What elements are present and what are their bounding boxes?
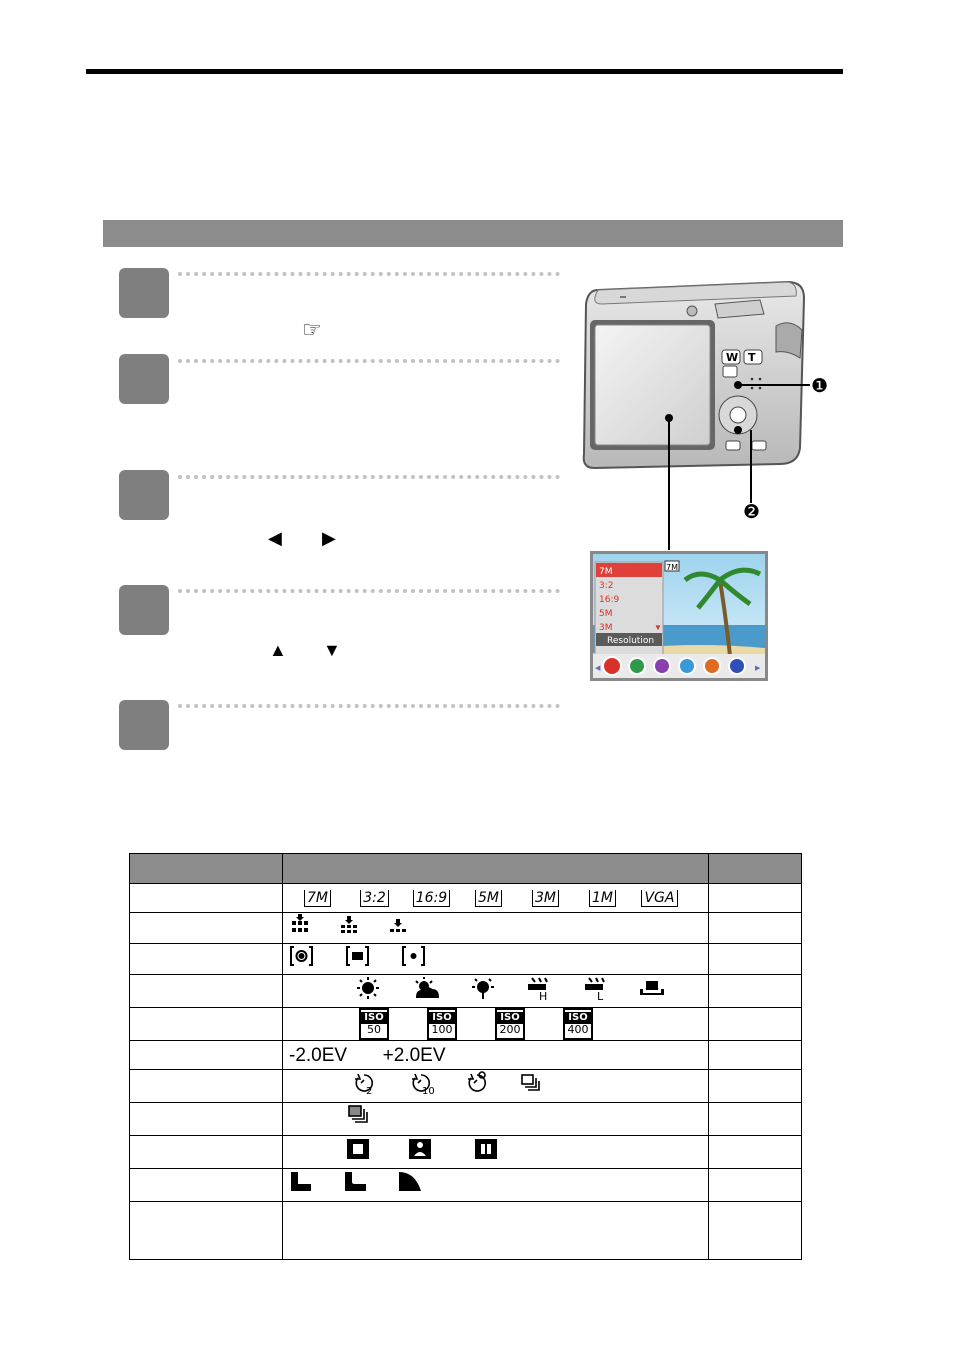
table-row-sharpness bbox=[130, 1169, 802, 1202]
wb-daylight-icon bbox=[357, 977, 379, 999]
table-row-last bbox=[130, 1202, 802, 1260]
ev-max: +2.0EV bbox=[382, 1044, 446, 1066]
sharpness-normal-icon bbox=[345, 1172, 366, 1191]
table-row-aeb bbox=[130, 1103, 802, 1136]
step-4-box bbox=[119, 585, 169, 635]
res-vga-icon: VGA bbox=[631, 888, 688, 908]
res-5m-icon: 5M bbox=[460, 888, 517, 908]
lcd-resolution-icon bbox=[603, 657, 621, 675]
pointing-hand-icon: ☞ bbox=[302, 318, 322, 343]
lcd-ev-icon bbox=[729, 658, 745, 674]
ev-min: -2.0EV bbox=[289, 1044, 348, 1066]
iso-icons bbox=[289, 1008, 702, 1040]
res-3m-icon: 3M bbox=[517, 888, 574, 908]
lcd-menu-item: 5M bbox=[599, 609, 613, 619]
lcd-menu-item: 7M bbox=[599, 567, 613, 577]
self-timer-double-icon bbox=[468, 1072, 485, 1091]
res-1m-icon: 1M bbox=[574, 888, 631, 908]
sharpness-hard-icon bbox=[291, 1172, 311, 1191]
wb-cloudy-icon bbox=[416, 977, 438, 997]
lcd-wb-icon bbox=[679, 658, 695, 674]
iso-200-icon: ISO 200 bbox=[495, 1008, 525, 1040]
right-arrow-icon: ▶ bbox=[322, 528, 336, 548]
frame-off-icon bbox=[347, 1139, 369, 1159]
lcd-menu-footer: Resolution bbox=[607, 636, 655, 646]
callout-1-icon: ❶ bbox=[811, 375, 829, 397]
top-rule bbox=[86, 69, 843, 74]
sharpness-icons bbox=[289, 1169, 429, 1195]
svg-text:W: W bbox=[726, 351, 739, 364]
aeb-icons bbox=[289, 1103, 389, 1129]
lcd-left-arrow-icon: ◀ bbox=[595, 665, 601, 672]
iso-50-icon: ISO 50 bbox=[359, 1008, 389, 1040]
wb-fluorescent-l-icon bbox=[586, 978, 604, 1001]
metering-spot-icon bbox=[403, 947, 424, 965]
iso-400-icon: ISO 400 bbox=[563, 1008, 593, 1040]
settings-table bbox=[129, 853, 802, 1260]
lcd-mode-badge: 7M bbox=[666, 563, 678, 572]
res-3-2-icon: 3:2 bbox=[346, 888, 403, 908]
camera-illustration bbox=[580, 278, 836, 682]
table-row-iso bbox=[130, 1008, 802, 1041]
quality-fine-icon bbox=[292, 914, 308, 932]
step-3-divider bbox=[178, 475, 560, 479]
white-balance-icons bbox=[289, 975, 709, 1001]
table-row-metering bbox=[130, 944, 802, 975]
lcd-menu-item: 16:9 bbox=[599, 595, 620, 605]
metering-icons bbox=[289, 944, 439, 968]
iso-100-icon: ISO 100 bbox=[427, 1008, 457, 1040]
auto-bracketing-icon bbox=[349, 1106, 367, 1122]
svg-text:2: 2 bbox=[366, 1086, 373, 1096]
lcd-metering-icon bbox=[654, 658, 670, 674]
step-2-box bbox=[119, 354, 169, 404]
table-row-white-balance bbox=[130, 975, 802, 1008]
burst-icon bbox=[522, 1075, 539, 1090]
wb-fluorescent-h-icon bbox=[529, 978, 547, 1001]
quality-icons bbox=[289, 913, 439, 937]
camera-drawing bbox=[580, 278, 836, 682]
step-2-divider bbox=[178, 359, 560, 363]
step-3-box bbox=[119, 470, 169, 520]
frame-film-icon bbox=[475, 1139, 497, 1159]
table-row-ev bbox=[130, 1041, 802, 1070]
step-5-box bbox=[119, 700, 169, 750]
quality-standard-icon bbox=[341, 916, 357, 933]
step-4-divider bbox=[178, 589, 560, 593]
table-row-drive bbox=[130, 1070, 802, 1103]
res-7m-icon: 7M bbox=[289, 888, 346, 908]
sharpness-soft-icon bbox=[399, 1172, 421, 1191]
table-header-row bbox=[130, 854, 802, 884]
drive-mode-icons bbox=[289, 1070, 589, 1096]
metering-center-icon bbox=[347, 947, 368, 965]
callout-2-icon: ❷ bbox=[743, 501, 761, 523]
svg-text:H: H bbox=[539, 990, 548, 1001]
table-row-scene bbox=[130, 1136, 802, 1169]
lcd-iso-icon bbox=[704, 658, 720, 674]
table-row-quality bbox=[130, 913, 802, 944]
resolution-icons bbox=[289, 888, 702, 908]
step-1-divider bbox=[178, 272, 560, 276]
lcd-menu-item: 3M bbox=[599, 623, 613, 633]
lcd-right-arrow-icon: ▶ bbox=[755, 665, 761, 672]
metering-matrix-icon bbox=[291, 947, 312, 965]
quality-economy-icon bbox=[390, 919, 406, 932]
step-1-box bbox=[119, 268, 169, 318]
frame-portrait-icon bbox=[409, 1139, 431, 1159]
svg-text:10: 10 bbox=[422, 1086, 435, 1096]
res-16-9-icon: 16:9 bbox=[403, 888, 460, 908]
svg-text:T: T bbox=[748, 351, 756, 364]
lcd-menu-item: 3:2 bbox=[599, 581, 614, 591]
section-header-bar bbox=[103, 220, 843, 247]
step-5-divider bbox=[178, 704, 560, 708]
table-row-resolution bbox=[130, 884, 802, 913]
photo-frame-icons bbox=[289, 1136, 589, 1162]
lcd-quality-icon bbox=[629, 658, 645, 674]
svg-text:L: L bbox=[597, 990, 604, 1001]
down-arrow-icon: ▼ bbox=[323, 640, 341, 660]
left-arrow-icon: ◀ bbox=[268, 528, 282, 548]
wb-tungsten-icon bbox=[472, 979, 494, 999]
up-arrow-icon: ▲ bbox=[269, 640, 287, 660]
lcd-scroll-down-icon: ▼ bbox=[654, 623, 662, 632]
wb-custom-icon bbox=[640, 981, 664, 995]
